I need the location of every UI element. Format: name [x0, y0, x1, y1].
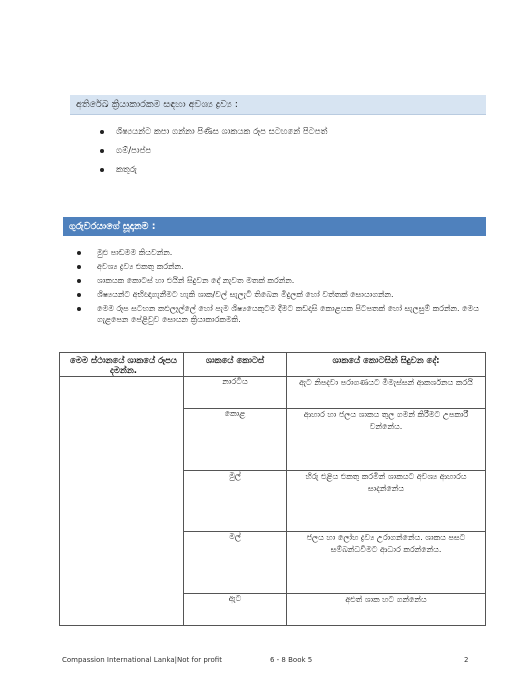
plant-part-cell: කොළ: [184, 409, 287, 471]
table-header-function: ශාකයේ කොටසින් සිදුවන දේ:: [287, 353, 486, 377]
footer-organization: Compassion International Lanka|Not for profit: [62, 656, 222, 664]
teacher-step-item: ශාකයක කොටස් හා එයින් සිදුවන දේ නැවත මතක් කරන්න.: [77, 275, 482, 286]
teacher-heading-band: [63, 217, 486, 236]
plant-part-cell: නාරටිය: [184, 377, 287, 409]
plant-function-cell: ආහාර හා ජලය ශාකය තුල ගමන් කිරීමට උපකාරී වන්නේය.: [287, 409, 486, 471]
plant-image-area: [60, 377, 184, 626]
teacher-step-item: අවශ්‍ය ද්‍රව්‍ය එකතු කරන්න.: [77, 261, 482, 272]
plant-function-cell: ජලය හා ලෝහ ද්‍රව්‍ය උරාගන්නේය. ශාකය පසට සම්බන්ධවීමට ආධාර කරන්නේය.: [287, 532, 486, 594]
materials-list-item: කතුරු: [100, 164, 327, 176]
plant-part-cell: මුල්: [184, 470, 287, 532]
teacher-step-item: ශිෂ්‍යයන්ට අභිඥාගැනීමට හැකි ශාක/වල් සැලැටි තිබෙන මිදුලක් හෝ වත්තක් සොයාගන්න.: [77, 289, 482, 300]
plant-parts-table: [59, 352, 486, 626]
teacher-step-item: මුළු පාඩමම කියවන්න.: [77, 247, 482, 258]
teacher-step-item: මෙම රූප සටහන කළුලෑල්ලේ හෝ පැම ශිෂ්‍යයෙකුටම දීමට කඩදාසි කොළයක පිටපතක් හෝ සැලසුම් කරන්න. මෙය ගැළපෙන පේළිවුව සොයන ක්‍රියාකාරකමකි.: [77, 303, 482, 325]
plant-part-cell: ඇට: [184, 593, 287, 625]
plant-function-cell: ඇට නිපදවා පරාගණයට මීමැස්සන් ආකර්ශනය කරයි: [287, 377, 486, 409]
teacher-heading: ගුරුවරයාගේ සූදානම :: [69, 221, 156, 232]
materials-list-item: ගම්/පාප්ප: [100, 145, 327, 157]
footer-page-number: 2: [464, 656, 469, 664]
materials-heading: අතිරේඛ ක්‍රියාකාරකම සඳහා අවශ්‍ය ද්‍රව්‍ය :: [76, 99, 238, 110]
plant-function-cell: අළුත් ශාක හට ගන්නේය: [287, 593, 486, 625]
plant-part-cell: මල්: [184, 532, 287, 594]
table-header-part: ශාකයේ කොටස්: [184, 353, 287, 377]
materials-heading-band: [70, 95, 486, 115]
plant-function-cell: හිරු එළිය එකතු කරමින් ශාකයට අවශ්‍ය ආහාරය සාදන්නේය: [287, 470, 486, 532]
materials-list: [100, 126, 327, 183]
footer-book: 6 - 8 Book 5: [270, 656, 313, 664]
table-header-row: [60, 353, 486, 377]
teacher-steps-list: [77, 247, 482, 328]
table-row: [60, 377, 486, 409]
table-instruction: මෙම ස්ථානයේ ශාකයේ රූපය දමන්න.: [60, 353, 184, 377]
materials-list-item: ශිෂ්‍යයන්ට කපා ගන්නා පිණිස ශාකයක රූප සටහනේ පිටපත්: [100, 126, 327, 138]
